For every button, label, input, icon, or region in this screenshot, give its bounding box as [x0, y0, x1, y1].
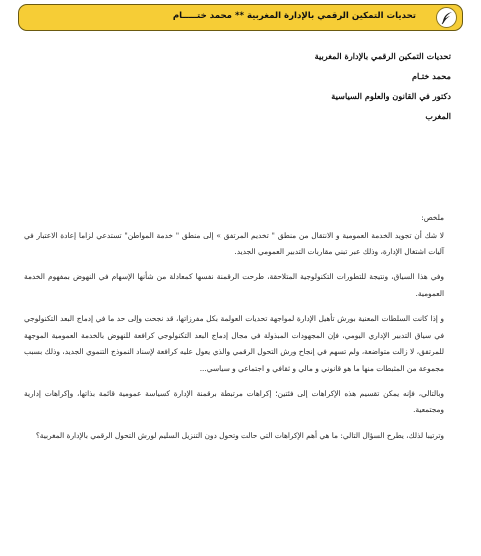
- author-country: المغرب: [425, 111, 451, 121]
- summary-label: ملخص:: [421, 213, 444, 222]
- summary-paragraph: وترتيبا لذلك، يطرح السؤال التالي: ما هي أهم الإكراهات التي حالت وتحول دون التنزيل السليم لورش التحول الرقمي بالإدارة المغربية؟: [35, 430, 444, 440]
- feather-icon: [436, 7, 457, 28]
- summary-paragraph: وفي هذا السياق، ونتيجة للتطورات التكنولوجية المتلاحقة، طرحت الرقمنة نفسها كمعادلة من شأنها الإسهام في النهوض بمفهوم الخدمة العمومية.: [24, 272, 444, 298]
- header-title: تحديات التمكين الرقمي بالإدارة المغربية ** محمد ختـــــام: [172, 11, 416, 21]
- article-info: [315, 46, 451, 126]
- header-banner: [18, 4, 463, 31]
- summary-section: [24, 210, 444, 453]
- summary-paragraph: لا شك أن تجويد الخدمة العمومية و الانتقال من منطق " تخديم المرتفق » إلى منطق " خدمة المواطن" تستدعي لزاما إعادة الاعتبار في آليات اشتغال الإدارة، وذلك عبر تبني مقاربات التدبير العمومي الجديد.: [24, 230, 444, 257]
- author-name: محمد ختـام: [411, 71, 451, 81]
- article-title: تحديات التمكين الرقمي بالإدارة المغربية: [314, 51, 451, 61]
- summary-paragraph: و إذا كانت السلطات المعنية بورش تأهيل الإدارة لمواجهة تحديات العولمة بكل مفرزاتها، قد نجحت وإلى حد ما في إدماج البعد التكنولوجي في سياق التدبير الإداري اليومي، فإن المجهودات المبذولة في مجال إدماج البعد التكنولوجي كرافعة للنهوض بالخدمة العمومية الموجهة للمرتفق، لا زالت متواضعة، ولم تسهم في إنجاح ورش التحول الرقمي والذي يعول عليه كرافعة لإسناد النموذج التنموي الجديد، وذلك بسبب مجموعة من المثبطات منها ما هو قانوني و مالي و ثقافي و اجتماعي و سياسي...: [24, 313, 444, 373]
- author-degree: دكتور في القانون والعلوم السياسية: [331, 91, 451, 101]
- summary-paragraph: وبالتالي، فإنه يمكن تقسيم هذه الإكراهات إلى فئتين؛ إكراهات مرتبطة برقمنة الإدارة كسياسة عمومية قائمة بذاتها، وإكراهات إدارية ومجتمعية.: [24, 388, 444, 415]
